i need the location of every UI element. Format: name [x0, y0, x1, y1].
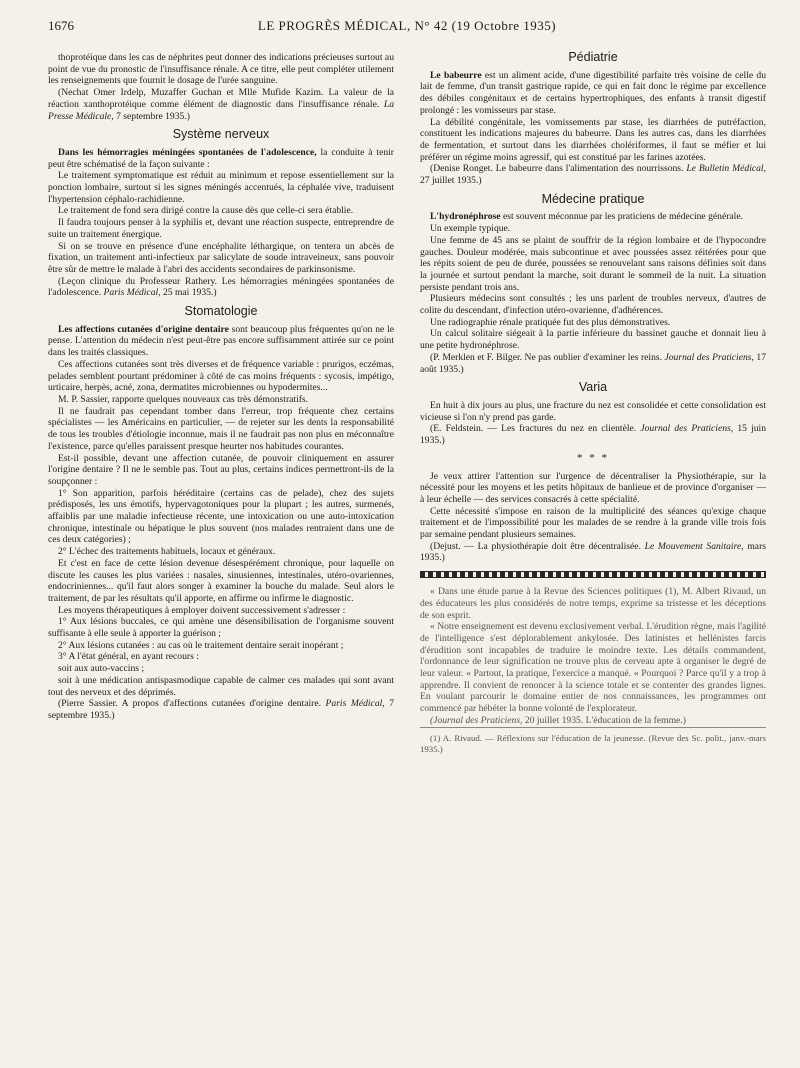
citation-text: (Nechat Omer Irdelp, Muzaffer Guchan et Mlle Mufide Kazim. La valeur de la réaction xanthoprotéique comme élément de diagnostic dans l'insuffisance rénale.	[48, 87, 394, 110]
systeme-nerveux-body	[48, 170, 394, 275]
left-column	[48, 52, 394, 756]
paragraph: 3° A l'état général, en ayant recours :	[58, 651, 199, 663]
citation-date: 7 septembre 1935.)	[48, 698, 394, 721]
citation-date: 27 juillet 1935.)	[420, 175, 482, 187]
citation-text: (Dejust. — La physiothérapie doit être décentralisée.	[430, 540, 645, 552]
citation-date: 17 août 1935.)	[420, 351, 766, 375]
journal-name: Paris Médical,	[103, 287, 163, 299]
education-source	[420, 715, 766, 727]
running-title: LE PROGRÈS MÉDICAL, N° 42 (19 Octobre 1935)	[257, 18, 557, 33]
columns	[48, 52, 766, 756]
citation-text: (P. Merklen et F. Bilger. Ne pas oublier d'examiner les reins.	[430, 351, 665, 363]
ornamental-rule	[420, 571, 766, 578]
stomatologie-source	[48, 698, 394, 721]
paragraph: La débilité congénitale, les vomissements par stase, les diarrhées de putréfaction, constituent les indications majeures du babeurre. Dans les autres cas, dans les diarrhées de fermentation, et surtout dans les diarrhées cholériformes, il faut se méfier et lui préférer un régime moins agressif, qui est constitué par les farines azotées.	[420, 116, 766, 163]
paragraph: 2° Aux lésions cutanées : au cas où le traitement dentaire serait inopérant ;	[58, 639, 344, 651]
citation-date: mars 1935.)	[420, 540, 766, 564]
journal-name: (Journal des Praticiens,	[430, 714, 525, 726]
citation-date: 15 juin 1935.)	[420, 423, 767, 447]
paragraph: « Dans une étude parue à la Revue des Sciences politiques (1), M. Albert Rivaud, un des éducateurs les plus considérés de notre temps, exprime sa tristesse et les déceptions de son esprit.	[420, 586, 766, 621]
paragraph: Il faudra toujours penser à la syphilis et, devant une réaction suspecte, entreprendre de suite un traitement énergique.	[48, 217, 394, 240]
education-body	[420, 586, 766, 715]
paragraph: « Notre enseignement est devenu exclusivement verbal. L'érudition règne, mais l'agilité de l'intelligence s'est déplorablement ankylosée. Des latinistes et hellénistes farcis d'érudition sont incapables de traduire le moindre texte. Les détails commandent, l'ordonnance de leur signification ne trouve plus de cerveau apte à organiser le degré de leur valeur. « Partout, la pratique, l'exercice a manqué. « Pourquoi ? Parce qu'il y a trop à apprendre. Il convient de renoncer à la science totale et se contenter des grandes lignes. En voulant parcourir le domaine entier de nos connaissances, les programmes ont commencé par hébéter la bonne volonté de l'explorateur.	[420, 621, 766, 715]
paragraph: soit aux auto-vaccins ;	[58, 663, 145, 675]
right-column	[420, 52, 766, 756]
paragraph: Un calcul solitaire siégeait à la partie inférieure du bassinet gauche et donnait lieu à une petite hydronéphrose.	[420, 328, 766, 352]
section-title-medecine-pratique: Médecine pratique	[541, 191, 645, 206]
citation-text: (Denise Ronget. Le babeurre dans l'alimentation des nourrissons.	[430, 163, 687, 175]
varia-source	[420, 423, 766, 446]
journal-name: Le Bulletin Médical,	[686, 163, 766, 175]
intro-block	[48, 52, 394, 87]
paragraph: Cette nécessité s'impose en raison de la multiplicité des séances qu'exige chaque traitement et de l'impossibilité pour les malades de se rendre à la grande ville trois fois par semaine pendant plusieurs semaines.	[420, 505, 766, 541]
citation-text: (E. Feldstein. — Les fractures du nez en clientèle.	[430, 423, 641, 435]
asterism: * * *	[577, 451, 609, 464]
lead-rest: est souvent méconnue par les praticiens de médecine générale.	[502, 211, 743, 223]
paragraph: Si on se trouve en présence d'une encéphalite léthargique, on tentera un abcès de fixation, un traitement anti-infectieux par salicylate de soude intraveineux, sans pouvoir être sûr de mettre le malade à l'abri des accidents secondaires de parkinsonisme.	[48, 240, 394, 275]
paragraph: En huit à dix jours au plus, une fracture du nez est consolidée et cette consolidation est vicieuse si l'on n'y prend pas garde.	[420, 399, 766, 423]
paragraph: Ces affections cutanées sont très diverses et de fréquence variable : prurigos, eczémas, pelades semblent pourtant prédominer à côté de cas moins fréquents : sycosis, impétigo, urticaire, herpès, acné, zona, dermatites microbiennes ou hypodermites...	[48, 358, 394, 394]
physiotherapie-body	[420, 471, 766, 541]
medecine-pratique-body	[420, 223, 766, 352]
citation-date: 7 septembre 1935.)	[116, 110, 190, 122]
medecine-pratique-source	[420, 352, 766, 375]
paragraph: 2° L'échec des traitements habituels, locaux et généraux.	[58, 546, 276, 558]
paragraph: 1° Aux lésions buccales, ce qui amène une désensibilisation de l'organisme souvent suffisante à elle seule à apporter la guérison ;	[48, 616, 394, 640]
paragraph: Est-il possible, devant une affection cutanée, de pouvoir cliniquement en assurer l'origine dentaire ? Il ne le semble pas. Tout au plus, certains indices permettront-ils de la soupçonner :	[48, 452, 394, 487]
lead-phrase: Le babeurre	[430, 69, 482, 81]
journal-name: Journal des Praticiens,	[640, 423, 738, 435]
lead-rest: la conduite à tenir peut être schématisé de la façon suivante :	[48, 146, 394, 170]
varia-body	[420, 400, 766, 423]
section-title-systeme-nerveux: Système nerveux	[172, 127, 270, 142]
section-title-stomatologie: Stomatologie	[184, 304, 258, 319]
lead-phrase: L'hydronéphrose	[430, 211, 501, 223]
lead-phrase: Les affections cutanées d'origine dentaire	[58, 323, 229, 335]
paragraph: soit à une médication antispasmodique capable de calmer ces malades qui sont avant tout des nerveux et des déprimés.	[48, 674, 394, 698]
paragraph: Le traitement de fond sera dirigé contre la cause dès que celle-ci sera établie.	[58, 205, 354, 217]
citation-date: 25 mai 1935.)	[162, 287, 217, 299]
systeme-nerveux-source	[48, 276, 394, 299]
journal-name: Le Mouvement Sanitaire,	[644, 540, 748, 552]
stomatologie-body	[48, 359, 394, 698]
section-title-varia: Varia	[578, 380, 608, 395]
paragraph: Plusieurs médecins sont consultés ; les uns parlent de troubles nerveux, d'autres de colite du descendant, d'infection utéro-ovarienne, d'adhérences.	[420, 293, 766, 317]
paragraph: Le traitement symptomatique est réduit au minimum et repose essentiellement sur la ponction lombaire, surtout si les signes méningés accentués, la céphalée vive, traduisent l'hypertension céphalo-rachidienne.	[48, 170, 394, 205]
journal-name: Paris Médical,	[325, 698, 390, 710]
paragraph: Je veux attirer l'attention sur l'urgence de décentraliser la Physiothérapie, sur la nécessité pour les moyens et les petits hôpitaux de banlieue et de province d'organiser — à leur échelle — des services consacrés à cette spécialité.	[420, 470, 766, 505]
paragraph: M. P. Sassier, rapporte quelques nouveaux cas très démonstratifs.	[58, 393, 309, 405]
paragraph: Les moyens thérapeutiques à employer doivent successivement s'adresser :	[58, 604, 346, 616]
paragraph: 1° Son apparition, parfois héréditaire (certains cas de pelade), chez des sujets prédisposés, les uns émotifs, hypervagotoniques pour la plupart ; les autres, surmenés, affaiblis par une maladie infectieuse récente, une intoxication ou une auto-intoxication chronique, intestinale ou hépatique le plus souvent (nos malades rentraient dans une de ces deux catégories) ;	[48, 487, 394, 546]
intro-source	[48, 87, 394, 122]
lead-phrase: Dans les hémorragies méningées spontanées de l'adolescence,	[58, 146, 317, 158]
lead-rest: sont beaucoup plus fréquentes qu'on ne le pense. L'attention du médecin n'est peut-être pas encore suffisamment attirée sur ce point dans les traités classiques.	[48, 323, 394, 359]
journal-name: La Presse Médicale,	[48, 98, 394, 122]
paragraph: Une femme de 45 ans se plaint de souffrir de la région lombaire et de l'hypocondre gauches. Douleur modérée, mais subcontinue et avec poussées assez réitérées pour que les répits soient de peu de durée, poussées se renouvelant sans raisons définies soit dans la journée et surtout pendant la marche, soit durant le sommeil de la nuit. La situation persiste pendant trois ans.	[420, 234, 766, 293]
section-title-pediatrie: Pédiatrie	[568, 50, 618, 64]
citation-text: (Pierre Sassier. A propos d'affections cutanées d'origine dentaire.	[58, 698, 326, 710]
pediatrie-source	[420, 163, 766, 186]
pediatrie-body	[420, 117, 766, 164]
paragraph: Et c'est en face de cette lésion devenue désespérément chronique, pour laquelle on discute les causes les plus variées : nasales, sinusiennes, intestinales, utéro-ovariennes, endocriniennes... qu'il faut alors songer à examiner la bouche du malade. Seul alors le traitement, de par les résultats qu'il apporte, en affirme ou infirme le diagnostic.	[48, 557, 394, 604]
journal-name: Journal des Praticiens,	[664, 351, 757, 363]
page-number: 1676	[48, 18, 74, 33]
physiotherapie-source	[420, 541, 766, 564]
citation-text: (Leçon clinique du Professeur Rathery. Les hémorragies méningées spontanées de l'adolescence.	[48, 275, 394, 299]
lead-rest: est un aliment acide, d'une digestibilité parfaite très voisine de celle du lait de femme, d'un transit gastrique rapide, ce qui en fait donc le régime par excellence des débiles congénitaux et de certains hypertrophiques, des enfants à transit digestif prolongé : les vomisseurs par stase.	[420, 69, 767, 116]
paragraph: Une radiographie rénale pratiquée fut des plus démonstratives.	[430, 316, 671, 328]
running-head	[48, 18, 766, 40]
paragraph: thoprotéique dans les cas de néphrites peut donner des indications précieuses surtout au point de vue du pronostic de l'insuffisance rénale. A ce titre, elle peut compléter utilement les renseignements que fournit le dosage de l'urée sanguine.	[48, 52, 394, 87]
paragraph: Il ne faudrait pas cependant tomber dans l'erreur, trop fréquente chez certains spécialistes — les Américains en particulier, — de rejeter sur les dents la responsabilité de tous les troubles d'étiologie inconnue, mais il ne faudrait pas non plus en méconnaître l'existence, parce qu'elles paraissent presque heurter nos habitudes courantes.	[48, 405, 394, 452]
paragraph: Un exemple typique.	[430, 223, 511, 235]
footnote: (1) A. Rivaud. — Réflexions sur l'éducation de la jeunesse. (Revue des Sc. polit., janv.-mars 1935.)	[420, 727, 766, 756]
citation-date: 20 juillet 1935. L'éducation de la femme.)	[524, 714, 686, 726]
